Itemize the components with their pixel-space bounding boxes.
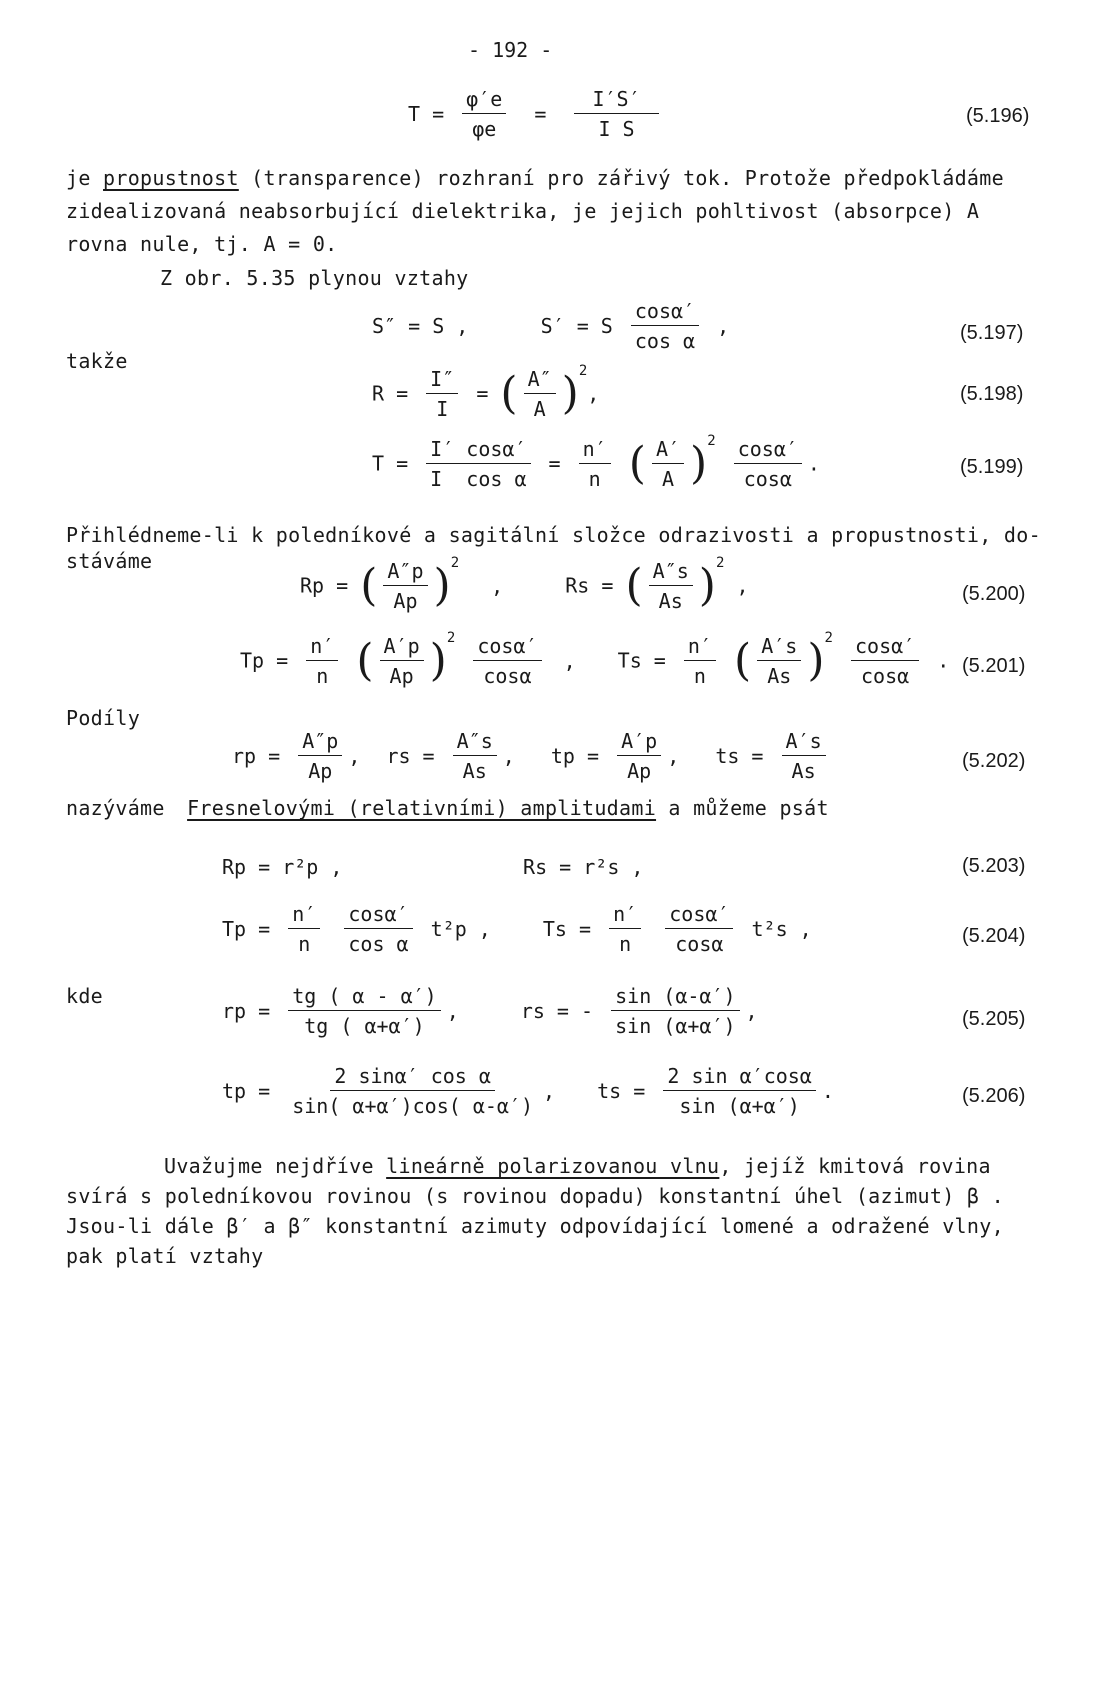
- fraction-sin: [611, 985, 739, 1037]
- numerator: cosα′: [851, 635, 919, 661]
- Rp-lhs: Rp =: [300, 573, 349, 598]
- numerator: A″s: [649, 560, 693, 586]
- paragraph-3: [66, 792, 829, 825]
- fraction-cos: [344, 903, 412, 955]
- comma: ,: [543, 1079, 556, 1103]
- numerator: A′: [652, 438, 684, 464]
- fraction-tg: [288, 985, 441, 1037]
- comma: ,: [745, 999, 758, 1023]
- right-paren: ): [433, 560, 451, 611]
- numerator: sin (α-α′): [611, 985, 739, 1011]
- fraction-cos: [665, 903, 733, 955]
- equation-5-198: [372, 363, 599, 420]
- equation-label: (5.204): [962, 925, 1026, 947]
- fraction-phi: [462, 88, 506, 140]
- denominator: I: [436, 396, 449, 421]
- underlined-term: Fresnelovými (relativními) amplitudami: [187, 796, 657, 820]
- denominator: Ap: [308, 759, 333, 783]
- text: a můžeme psát: [668, 796, 829, 820]
- fraction-Ap: [380, 635, 424, 687]
- text: (transparence) rozhraní pro zářivý tok. Protože předpokládáme: [238, 166, 1004, 190]
- numerator: n′: [684, 635, 716, 661]
- comma: ,: [736, 573, 749, 598]
- paragraph-4-line-2: svírá s poledníkovou rovinou (s rovinou dopadu) konstantní úhel (azimut) β .: [66, 1184, 1004, 1208]
- numerator: A″p: [298, 730, 342, 756]
- exponent: 2: [707, 433, 716, 449]
- equation-5-204: [222, 903, 812, 955]
- fraction-n: [684, 635, 716, 687]
- text: Uvažujme nejdříve: [164, 1154, 387, 1178]
- fraction-As: [649, 560, 693, 612]
- comma: ,: [502, 744, 515, 768]
- numerator: A′s: [782, 730, 826, 756]
- fraction-ts: [663, 1065, 816, 1117]
- fraction-I-cos: [426, 438, 530, 490]
- equation-label: (5.203): [962, 855, 1026, 877]
- comma: ,: [563, 648, 576, 673]
- fraction-n: [609, 903, 641, 955]
- numerator: cosα′: [631, 300, 699, 326]
- rs-lhs: rs = -: [520, 999, 594, 1023]
- text: je: [66, 166, 104, 190]
- equation-label: (5.196): [966, 105, 1030, 127]
- paragraph-4-line-4: pak platí vztahy: [66, 1244, 264, 1268]
- ts-squared: t²s ,: [751, 917, 812, 941]
- Ts-lhs: Ts =: [542, 917, 592, 941]
- denominator: cosα: [483, 663, 532, 688]
- paragraph-2-line-2: stáváme: [66, 549, 153, 573]
- denominator: I S: [598, 117, 635, 141]
- fraction-rp: [298, 730, 342, 782]
- equation-label: (5.206): [962, 1085, 1026, 1107]
- page-number: - 192 -: [468, 38, 553, 62]
- denominator: n: [298, 932, 311, 956]
- denominator: n: [693, 663, 706, 688]
- fraction-tp: [288, 1065, 537, 1117]
- rs-lhs: rs =: [386, 744, 435, 768]
- numerator: n′: [609, 903, 641, 929]
- fraction-A: [652, 438, 684, 490]
- fraction-As: [757, 635, 801, 687]
- denominator: tg ( α+α′): [304, 1014, 425, 1038]
- fraction-ts: [782, 730, 826, 782]
- period: .: [937, 648, 950, 673]
- figure-reference-sentence: Z obr. 5.35 plynou vztahy: [160, 266, 469, 290]
- numerator: cosα′: [665, 903, 733, 929]
- denominator: As: [791, 759, 816, 783]
- numerator: 2 sinα′ cos α: [330, 1065, 495, 1091]
- equation-5-205: [222, 985, 758, 1037]
- numerator: I″: [426, 368, 458, 394]
- Ts-lhs: Ts =: [617, 648, 666, 673]
- numerator: A′p: [617, 730, 661, 756]
- eq-lhs: T =: [408, 102, 445, 126]
- fraction-tp: [617, 730, 661, 782]
- denominator: As: [462, 759, 487, 783]
- left-paren: (: [734, 635, 752, 686]
- denominator: φe: [472, 117, 497, 141]
- text: nazýváme: [66, 796, 165, 820]
- denominator: cosα: [861, 663, 910, 688]
- underlined-term: lineárně polarizovanou vlnu: [386, 1154, 720, 1178]
- numerator: A′p: [380, 635, 424, 661]
- Rs-lhs: Rs =: [565, 573, 614, 598]
- equation-label: (5.205): [962, 1008, 1026, 1030]
- fraction-IS: [574, 88, 658, 140]
- denominator: As: [767, 663, 792, 688]
- left-paren: (: [360, 560, 378, 611]
- numerator: 2 sin α′cosα: [663, 1065, 816, 1091]
- equals-sign: =: [534, 102, 547, 126]
- denominator: n: [588, 466, 601, 491]
- word-kde: kde: [66, 984, 104, 1008]
- denominator: I cos α: [430, 466, 527, 491]
- comma: ,: [446, 999, 459, 1023]
- exponent: 2: [715, 555, 725, 571]
- Tp-lhs: Tp =: [240, 648, 289, 673]
- equation-label: (5.198): [960, 383, 1024, 405]
- left-paren: (: [356, 635, 374, 686]
- denominator: sin (α+α′): [615, 1014, 736, 1038]
- denominator: cosα: [675, 932, 724, 956]
- denominator: sin( α+α′)cos( α-α′): [292, 1094, 534, 1118]
- numerator: I′ cosα′: [426, 438, 530, 464]
- numerator: n′: [288, 903, 320, 929]
- ts-lhs: ts =: [597, 1079, 646, 1103]
- numerator: tg ( α - α′): [288, 985, 441, 1011]
- equation-5-197: [372, 300, 729, 352]
- left-paren: (: [628, 438, 646, 489]
- Tp-lhs: Tp =: [222, 917, 271, 941]
- equation-5-206: [222, 1065, 834, 1117]
- numerator: cosα′: [344, 903, 412, 929]
- equals-sign: =: [548, 451, 561, 476]
- fraction-rs: [453, 730, 497, 782]
- denominator: sin (α+α′): [679, 1094, 800, 1118]
- denominator: n: [316, 663, 329, 688]
- comma: ,: [587, 381, 600, 406]
- comma: ,: [348, 744, 361, 768]
- exponent: 2: [578, 363, 588, 379]
- numerator: cosα′: [734, 438, 802, 464]
- tp-lhs: tp =: [550, 744, 600, 768]
- equation-5-196: [408, 88, 665, 140]
- equation-label: (5.199): [960, 456, 1024, 478]
- equation-label: (5.201): [962, 655, 1026, 677]
- right-paren: ): [698, 560, 716, 611]
- equation-5-199: [372, 433, 820, 490]
- numerator: A″p: [383, 560, 427, 586]
- equation-5-200: [300, 555, 748, 612]
- fraction-cos: [734, 438, 802, 490]
- comma: ,: [717, 314, 730, 338]
- fraction-n: [306, 635, 338, 687]
- right-paren: ): [429, 635, 447, 686]
- equation-5-201: [240, 630, 949, 687]
- right-paren: ): [690, 438, 708, 489]
- text: , jejíž kmitová rovina: [719, 1154, 991, 1178]
- fraction-A: [524, 368, 556, 420]
- fraction-n: [579, 438, 611, 490]
- numerator: A″: [524, 368, 556, 394]
- rp-lhs: rp =: [232, 744, 281, 768]
- numerator: φ′e: [462, 88, 506, 114]
- paragraph-4-line-3: Jsou-li dále β′ a β″ konstantní azimuty odpovídající lomené a odražené vlny,: [66, 1214, 1004, 1238]
- numerator: A″s: [453, 730, 497, 756]
- right-paren: ): [807, 635, 825, 686]
- denominator: cosα: [743, 466, 792, 491]
- denominator: cos α: [634, 329, 696, 353]
- fraction-I: [426, 368, 458, 420]
- numerator: I′S′: [574, 88, 658, 114]
- equation-label: (5.202): [962, 750, 1026, 772]
- period: .: [821, 1079, 834, 1103]
- fraction-cos: [631, 300, 699, 352]
- exponent: 2: [824, 630, 833, 646]
- denominator: cos α: [348, 932, 409, 956]
- word-takze: takže: [66, 349, 128, 373]
- paragraph-2-line-1: Přihlédneme-li k poledníkové a sagitální složce odrazivosti a propustnosti, do-: [66, 523, 1041, 547]
- numerator: n′: [306, 635, 338, 661]
- exponent: 2: [446, 630, 456, 646]
- denominator: Ap: [627, 759, 652, 783]
- denominator: As: [658, 588, 683, 613]
- fraction-n: [288, 903, 320, 955]
- tp-lhs: tp =: [222, 1079, 271, 1103]
- fraction-cos: [473, 635, 541, 687]
- eq-lhs: R =: [372, 381, 409, 406]
- rp-lhs: rp =: [222, 999, 271, 1023]
- numerator: A′s: [757, 635, 801, 661]
- eq-lhs: T =: [372, 451, 409, 476]
- paragraph-line-3: rovna nule, tj. A = 0.: [66, 232, 338, 256]
- left-paren: (: [625, 560, 643, 611]
- paragraph-line-1: [66, 162, 1004, 195]
- left-paren: (: [500, 368, 518, 419]
- underlined-term: propustnost: [103, 166, 239, 190]
- equation-label: (5.200): [962, 583, 1026, 605]
- tp-squared: t²p ,: [430, 917, 491, 941]
- paragraph-line-2: zidealizovaná neabsorbující dielektrika, je jejich pohltivost (absorpce) A: [66, 199, 980, 223]
- right-paren: ): [561, 368, 579, 419]
- equals-sign: =: [476, 381, 489, 406]
- numerator: n′: [579, 438, 611, 464]
- eq-lhs: S″ = S , S′ = S: [372, 314, 613, 338]
- period: .: [807, 451, 820, 476]
- denominator: Ap: [393, 588, 418, 613]
- equation-5-202: [232, 730, 832, 782]
- denominator: Ap: [389, 663, 414, 688]
- comma: ,: [667, 744, 680, 768]
- ts-lhs: ts =: [715, 744, 764, 768]
- fraction-Ap: [383, 560, 427, 612]
- exponent: 2: [450, 555, 460, 571]
- equation-5-203: Rp = r²p , Rs = r²s ,: [222, 855, 644, 879]
- denominator: A: [533, 396, 546, 421]
- denominator: n: [619, 932, 632, 956]
- word-podily: Podíly: [66, 706, 141, 730]
- denominator: A: [661, 466, 675, 491]
- numerator: cosα′: [473, 635, 541, 661]
- equation-label: (5.197): [960, 322, 1024, 344]
- paragraph-4-line-1: [164, 1150, 991, 1183]
- comma: ,: [491, 573, 504, 598]
- fraction-cos: [851, 635, 919, 687]
